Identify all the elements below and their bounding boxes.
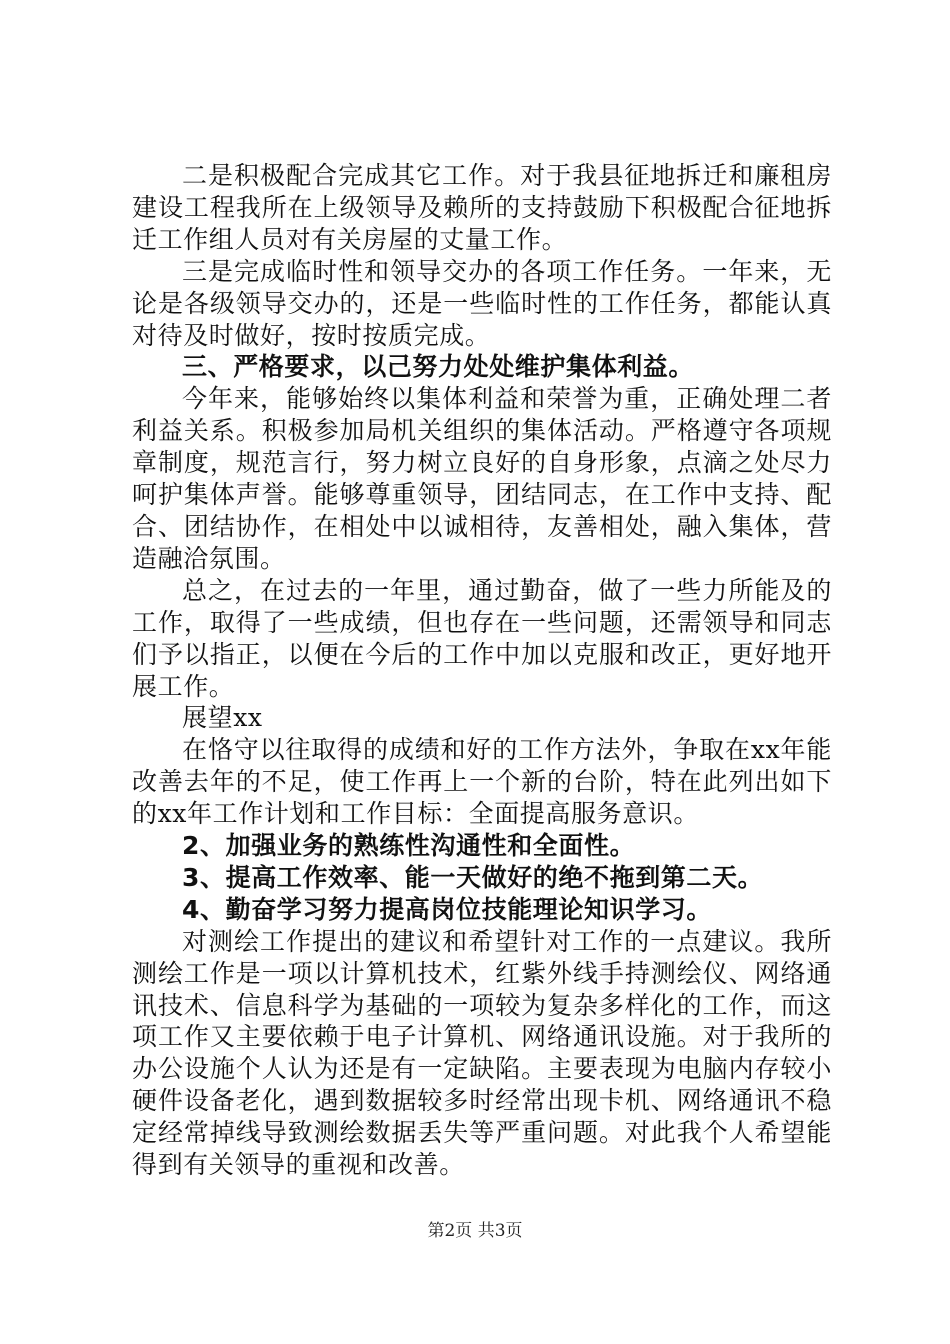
goal-item-3: 3、提高工作效率、能一天做好的绝不拖到第二天。 [182,862,764,892]
paragraph-cooperation: 二是积极配合完成其它工作。对于我县征地拆迁和廉租房建设工程我所在上级领导及赖所的支持鼓励下积极配合征地拆迁工作组人员对有关房屋的丈量工作。 [132,161,832,254]
page-number-footer: 第2页 共3页 [427,1221,523,1241]
paragraph-summary: 总之，在过去的一年里，通过勤奋，做了一些力所能及的工作，取得了一些成绩，但也存在一些问题，还需领导和同志们予以指正，以便在今后的工作中加以克服和改正，更好地开展工作。 [132,575,832,701]
paragraph-outlook-title: 展望xx [182,703,263,733]
paragraph-collective-interest: 今年来，能够始终以集体利益和荣誉为重，正确处理二者利益关系。积极参加局机关组织的集体活动。严格遵守各项规章制度，规范言行，努力树立良好的自身形象，点滴之处尽力呵护集体声誉。能够尊重领导，团结同志，在工作中支持、配合、团结协作，在相处中以诚相待，友善相处，融入集体，营造融洽氛围。 [132,384,832,573]
goal-item-2: 2、加强业务的熟练性沟通性和全面性。 [182,831,636,861]
section-heading-collective-interest: 三、严格要求，以己努力处处维护集体利益。 [182,352,695,382]
paragraph-suggestions: 对测绘工作提出的建议和希望针对工作的一点建议。我所测绘工作是一项以计算机技术，红紫外线手持测绘仪、网络通讯技术、信息科学为基础的一项较为复杂多样化的工作，而这项工作又主要依赖于电子计算机、网络通讯设施。对于我所的办公设施个人认为还是有一定缺陷。主要表现为电脑内存较小硬件设备老化，遇到数据较多时经常出现卡机、网络通讯不稳定经常掉线导致测绘数据丢失等严重问题。对此我个人希望能得到有关领导的重视和改善。 [132,926,832,1180]
paragraph-temporary-tasks: 三是完成临时性和领导交办的各项工作任务。一年来，无论是各级领导交办的，还是一些临时性的工作任务，都能认真对待及时做好，按时按质完成。 [132,256,832,350]
document-body [132,160,832,1181]
paragraph-outlook: 在恪守以往取得的成绩和好的工作方法外，争取在xx年能改善去年的不足，使工作再上一个新的台阶，特在此列出如下的xx年工作计划和工作目标：全面提高服务意识。 [132,735,832,829]
goal-item-4: 4、勤奋学习努力提高岗位技能理论知识学习。 [182,894,712,924]
